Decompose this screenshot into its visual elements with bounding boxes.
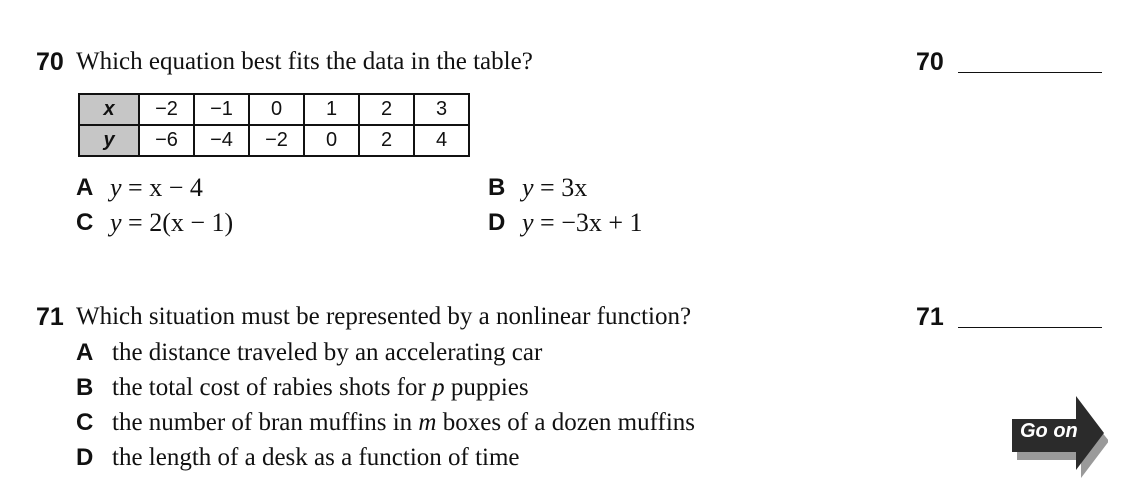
table-cell: −4 xyxy=(194,125,249,156)
choice-70-d-letter[interactable]: D xyxy=(488,209,506,236)
table-cell: 3 xyxy=(414,94,469,125)
table-cell: 4 xyxy=(414,125,469,156)
table-cell: 2 xyxy=(359,94,414,125)
choice-70-c-equation[interactable]: y = 2(x − 1) xyxy=(110,208,234,237)
choice-70-c-letter[interactable]: C xyxy=(76,209,94,236)
table-cell: 1 xyxy=(304,94,359,125)
choice-71-b-text[interactable]: the total cost of rabies shots for p puppies xyxy=(112,374,529,401)
data-table xyxy=(78,93,470,157)
choice-70-d-equation[interactable]: y = −3x + 1 xyxy=(522,208,643,237)
table-header-x: x xyxy=(79,94,139,125)
choice-71-d-text[interactable]: the length of a desk as a function of time xyxy=(112,444,520,471)
answer-70-label: 70 xyxy=(916,48,944,76)
question-71-number: 71 xyxy=(36,303,64,331)
choice-71-c-text[interactable]: the number of bran muffins in m boxes of a dozen muffins xyxy=(112,409,695,436)
choice-70-a-equation[interactable]: y = x − 4 xyxy=(110,173,203,202)
table-cell: 2 xyxy=(359,125,414,156)
table-cell: −6 xyxy=(139,125,194,156)
table-cell: 0 xyxy=(304,125,359,156)
choice-71-d-letter[interactable]: D xyxy=(76,444,94,471)
question-71-text: Which situation must be represented by a nonlinear function? xyxy=(76,303,692,330)
table-cell: −2 xyxy=(139,94,194,125)
choice-71-c-letter[interactable]: C xyxy=(76,409,94,436)
choice-71-a-text[interactable]: the distance traveled by an accelerating car xyxy=(112,339,543,366)
choice-71-b-letter[interactable]: B xyxy=(76,374,94,401)
table-header-y: y xyxy=(79,125,139,156)
table-cell: −2 xyxy=(249,125,304,156)
answer-71-blank[interactable] xyxy=(958,327,1102,328)
go-on-label[interactable]: Go on xyxy=(1020,420,1078,442)
answer-71-label: 71 xyxy=(916,303,944,331)
table-row-y xyxy=(79,125,469,156)
question-70-text: Which equation best fits the data in the table? xyxy=(76,48,533,75)
choice-71-a-letter[interactable]: A xyxy=(76,339,94,366)
table-row-x xyxy=(79,94,469,125)
table-cell: −1 xyxy=(194,94,249,125)
question-70-number: 70 xyxy=(36,48,64,76)
table-cell: 0 xyxy=(249,94,304,125)
choice-70-b-equation[interactable]: y = 3x xyxy=(522,173,588,202)
answer-70-blank[interactable] xyxy=(958,72,1102,73)
choice-70-a-letter[interactable]: A xyxy=(76,174,94,201)
choice-70-b-letter[interactable]: B xyxy=(488,174,506,201)
